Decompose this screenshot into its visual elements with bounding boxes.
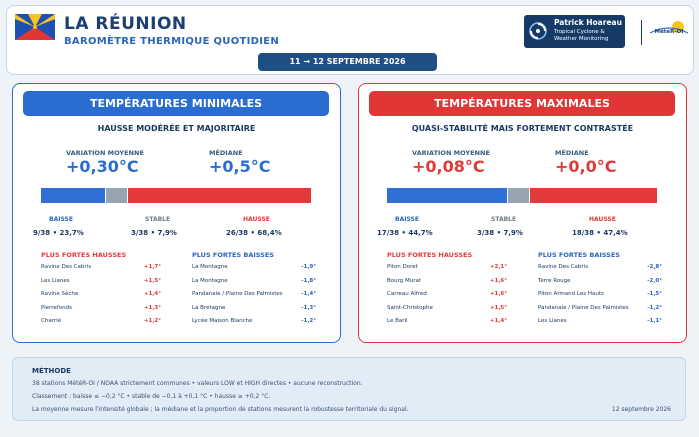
list-item [41,318,161,332]
max-median-value: +0,0°C [555,157,617,176]
station-name: Pandanaie / Plaine Des Palmistes [538,304,629,311]
station-name: Ravine Des Cabris [41,264,92,270]
list-item [538,318,662,332]
min-top-falls-list [192,264,316,332]
method-title: MÉTHODE [32,367,71,375]
min-cat-label-stable: STABLE [145,216,171,223]
station-name: La Bretagne [192,304,226,311]
max-top-rises-list [387,264,507,332]
station-value: +1,6° [489,277,507,284]
station-name: La Montagne [192,264,228,270]
min-panel-banner: TEMPÉRATURES MINIMALES [23,91,329,116]
list-item [387,318,507,332]
station-name: Les Lianes [41,277,70,284]
min-top-falls-title: PLUS FORTES BAISSES [192,251,274,259]
min-top-rises-list [41,264,161,332]
list-item [538,291,662,305]
min-mean-value: +0,30°C [66,157,139,176]
max-count-up: 18/38 • 47,4% [572,229,628,237]
station-name: Piton Doret [387,264,418,270]
min-bar-segment-stable [106,188,127,203]
max-bar-segment-up [530,188,657,203]
station-value: +2,1° [489,264,507,270]
max-cat-label-down: BAISSE [395,216,419,223]
station-name: Pandanaie / Plaine Des Palmistes [192,291,283,297]
list-item [538,305,662,319]
list-item [538,264,662,278]
max-bar-segment-down [387,188,507,203]
brand-tagline [554,29,608,43]
max-panel-banner: TEMPÉRATURES MAXIMALES [369,91,675,116]
list-item [192,291,316,305]
brand-tagline-line-1: Tropical Cyclone & [554,29,605,35]
date-range-badge: 11 → 12 SEPTEMBRE 2026 [258,53,437,71]
list-item [192,318,316,332]
max-median-label: MÉDIANE [555,149,589,157]
station-value: -1,2° [647,304,662,311]
list-item [41,264,161,278]
min-temperatures-panel [12,83,341,343]
list-item [387,305,507,319]
max-mean-value: +0,08°C [412,157,485,176]
list-item [41,305,161,319]
method-line-2: Classement : baisse ≤ −0,2 °C • stable de −0,1 à +0,1 °C • hausse ≥ +0,2 °C. [32,393,271,400]
station-name: Saint-Christophe [387,304,433,311]
station-value: -2,8° [647,264,662,270]
station-name: Piton Armand Les Hauts [538,291,604,297]
max-mean-label: VARIATION MOYENNE [412,149,490,157]
station-name: Les Lianes [538,318,567,324]
max-count-stable: 3/38 • 7,9% [477,229,523,237]
max-count-down: 17/38 • 44,7% [377,229,433,237]
station-value: +1,4° [143,291,161,297]
min-top-rises-title: PLUS FORTES HAUSSES [41,251,127,259]
station-name: Bourg Murat [387,277,422,284]
cyclone-icon [529,22,547,40]
min-cat-label-down: BAISSE [49,216,73,223]
list-item [41,291,161,305]
method-date: 12 septembre 2026 [611,406,671,413]
min-mean-label: VARIATION MOYENNE [66,149,144,157]
station-value: -1,8° [301,277,316,284]
station-name: Ravine Sèche [41,291,79,297]
station-name: Terre Rouge [538,277,571,284]
list-item [538,278,662,292]
max-cat-label-up: HAUSSE [589,216,616,223]
brand-name: Patrick Hoareau [554,18,622,27]
list-item [387,278,507,292]
station-name: Lycée Maison Blanche [192,318,253,324]
max-top-rises-title: PLUS FORTES HAUSSES [387,251,473,259]
station-value: -2,0° [647,277,662,284]
max-temperatures-panel [358,83,687,343]
station-value: -1,9° [301,264,316,270]
station-name: La Montagne [192,277,228,284]
station-name: Pierrefonds [41,304,72,311]
min-panel-headline: HAUSSE MODÉRÉE ET MAJORITAIRE [97,124,256,133]
station-name: Charrié [41,318,62,324]
min-distribution-bar [41,188,311,203]
station-name: Carreau Alfred [387,291,427,297]
logo-divider [641,20,642,45]
max-bar-segment-stable [508,188,529,203]
header-card [6,5,694,75]
station-value: +1,4° [489,318,507,324]
station-value: -1,4° [301,291,316,297]
list-item [41,278,161,292]
max-cat-label-stable: STABLE [491,216,517,223]
page-subtitle: BAROMÈTRE THERMIQUE QUOTIDIEN [64,36,280,47]
min-count-stable: 3/38 • 7,9% [131,229,177,237]
station-value: +1,3° [143,304,161,311]
max-distribution-bar [387,188,657,203]
station-value: -1,2° [301,318,316,324]
method-line-3: La moyenne mesure l'intensité globale ; la médiane et la proportion de stations mesurent la robustesse territoriale du signal. [32,406,409,413]
min-bar-segment-down [41,188,105,203]
station-value: -1,1° [647,318,662,324]
list-item [387,291,507,305]
patrick-hoareau-logo [524,15,625,48]
method-section [12,357,686,421]
reunion-flag-icon [15,14,55,40]
page-title: LA RÉUNION [64,14,187,34]
station-value: +1,5° [143,277,161,284]
station-value: -1,3° [301,304,316,311]
min-count-up: 26/38 • 68,4% [226,229,282,237]
station-name: Le Baril [387,318,408,324]
meteo-logo-text: MétéR-OI [654,29,684,35]
station-name: Ravine Des Cabris [538,264,589,270]
min-count-down: 9/38 • 23,7% [33,229,84,237]
station-value: +1,2° [143,318,161,324]
station-value: +1,7° [143,264,161,270]
min-bar-segment-up [128,188,311,203]
list-item [387,264,507,278]
meteo-logo [648,19,690,46]
station-value: -1,5° [647,291,662,297]
list-item [192,305,316,319]
station-value: +1,5° [489,304,507,311]
method-line-1: 38 stations MétéR-OI / NOAA strictement communes • valeurs LOW et HIGH directes • aucune reconstruction. [32,380,363,387]
max-panel-headline: QUASI-STABILITÉ MAIS FORTEMENT CONTRASTÉE [411,124,634,133]
station-value: +1,6° [489,291,507,297]
max-top-falls-list [538,264,662,332]
list-item [192,278,316,292]
min-median-value: +0,5°C [209,157,271,176]
min-median-label: MÉDIANE [209,149,243,157]
list-item [192,264,316,278]
min-cat-label-up: HAUSSE [243,216,270,223]
max-top-falls-title: PLUS FORTES BAISSES [538,251,620,259]
brand-tagline-line-2: Weather Monitoring [554,36,609,42]
